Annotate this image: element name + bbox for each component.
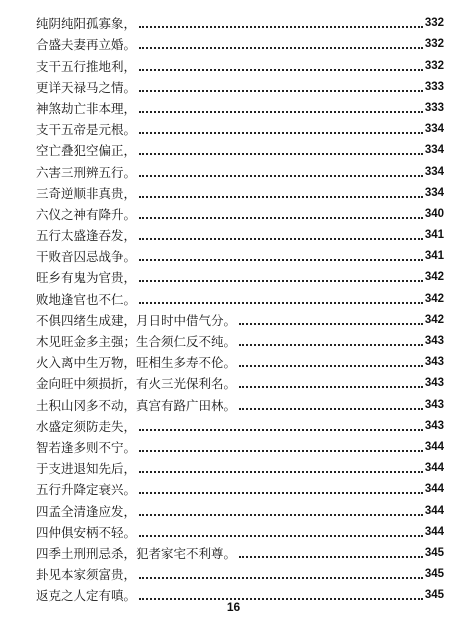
dot-leader bbox=[139, 450, 423, 452]
toc-entry-title: 支干五行推地利， bbox=[36, 58, 137, 74]
table-of-contents bbox=[36, 10, 444, 603]
dot-leader bbox=[239, 365, 423, 367]
toc-entry-title: 纯阴纯阳孤寡象， bbox=[36, 16, 137, 32]
toc-entry-page: 334 bbox=[424, 186, 444, 199]
toc-entry-page: 343 bbox=[424, 335, 444, 347]
toc-entry bbox=[36, 243, 444, 264]
dot-leader bbox=[139, 47, 423, 49]
toc-entry bbox=[36, 95, 444, 116]
toc-entry bbox=[36, 561, 444, 582]
toc-entry-page: 345 bbox=[424, 589, 444, 602]
toc-entry-title: 四季土刑刑忌杀，犯者家宅不利尊。 bbox=[36, 545, 237, 561]
toc-entry-page: 345 bbox=[424, 546, 444, 559]
toc-entry-page: 332 bbox=[424, 17, 444, 30]
dot-leader bbox=[139, 471, 423, 473]
dot-leader bbox=[139, 69, 423, 71]
toc-entry-title: 五行升降定衰兴。 bbox=[36, 482, 137, 498]
dot-leader bbox=[139, 302, 423, 304]
toc-entry bbox=[36, 10, 444, 31]
toc-entry-title: 神煞劫亡非本理， bbox=[36, 100, 137, 116]
toc-entry-page: 344 bbox=[424, 440, 444, 453]
toc-entry-title: 六仪之神有降升。 bbox=[36, 206, 137, 222]
toc-entry bbox=[36, 434, 444, 455]
toc-entry-title: 空亡叠犯空偏正， bbox=[36, 143, 137, 159]
toc-entry-page: 334 bbox=[424, 123, 444, 136]
dot-leader bbox=[139, 26, 423, 28]
dot-leader bbox=[139, 492, 423, 494]
toc-entry-title: 旺乡有鬼为官贵， bbox=[36, 270, 137, 286]
toc-entry-page: 332 bbox=[424, 59, 444, 72]
toc-entry-page: 334 bbox=[424, 144, 444, 157]
toc-entry-title: 返克之人定有嗔。 bbox=[36, 588, 137, 604]
toc-entry-title: 败地逢官也不仁。 bbox=[36, 291, 137, 307]
toc-entry-title: 四仲俱安柄不轻。 bbox=[36, 524, 137, 540]
toc-entry bbox=[36, 31, 444, 52]
toc-entry-page: 345 bbox=[424, 568, 444, 581]
dot-leader bbox=[139, 196, 423, 198]
toc-entry bbox=[36, 201, 444, 222]
dot-leader bbox=[239, 408, 423, 410]
toc-entry-title: 四孟全清逢应发， bbox=[36, 503, 137, 519]
toc-entry-page: 341 bbox=[424, 250, 444, 263]
toc-entry bbox=[36, 116, 444, 137]
dot-leader bbox=[139, 175, 423, 177]
dot-leader bbox=[139, 280, 423, 282]
toc-entry-page: 343 bbox=[424, 356, 444, 369]
toc-entry-page: 334 bbox=[424, 165, 444, 178]
toc-entry bbox=[36, 370, 444, 391]
toc-entry-title: 木见旺金多主强；生合须仁反不纯。 bbox=[36, 334, 237, 349]
dot-leader bbox=[139, 514, 423, 516]
toc-entry bbox=[36, 391, 444, 412]
toc-entry-page: 343 bbox=[424, 377, 444, 390]
dot-leader bbox=[139, 259, 423, 261]
toc-entry bbox=[36, 328, 444, 349]
dot-leader bbox=[139, 429, 423, 431]
toc-entry-page: 343 bbox=[424, 398, 444, 411]
toc-entry bbox=[36, 52, 444, 73]
toc-entry-page: 342 bbox=[424, 271, 444, 284]
toc-entry-title: 更详天禄马之情。 bbox=[36, 79, 137, 95]
dot-leader bbox=[139, 111, 423, 113]
toc-entry bbox=[36, 137, 444, 158]
toc-entry-title: 干败音囚忌战争。 bbox=[36, 249, 137, 265]
dot-leader bbox=[239, 323, 423, 325]
toc-entry-title: 支干五帝是元根。 bbox=[36, 122, 137, 138]
toc-entry bbox=[36, 285, 444, 306]
toc-entry-page: 342 bbox=[424, 292, 444, 305]
dot-leader bbox=[139, 217, 423, 219]
toc-entry-page: 342 bbox=[424, 313, 444, 326]
toc-entry-title: 不俱四绪生成建，月日时中借气分。 bbox=[36, 312, 237, 328]
toc-entry-page: 341 bbox=[424, 229, 444, 242]
toc-entry-title: 水盛定须防走失， bbox=[36, 418, 137, 434]
toc-entry-title: 六害三刑辨五行。 bbox=[36, 164, 137, 180]
toc-entry bbox=[36, 497, 444, 518]
dot-leader bbox=[239, 344, 423, 346]
toc-entry-page: 344 bbox=[424, 462, 444, 475]
toc-entry-page: 344 bbox=[424, 525, 444, 538]
toc-entry-title: 智若逢多则不宁。 bbox=[36, 439, 137, 455]
toc-entry-title: 三奇逆顺非真贵， bbox=[36, 185, 137, 201]
toc-entry bbox=[36, 222, 444, 243]
toc-entry bbox=[36, 158, 444, 179]
dot-leader bbox=[139, 132, 423, 134]
toc-entry-title: 卦见本家须富贵， bbox=[36, 567, 137, 583]
toc-entry-page: 332 bbox=[424, 38, 444, 51]
dot-leader bbox=[139, 577, 423, 579]
toc-entry-title: 土积山冈多不动，真宫有路广田林。 bbox=[36, 397, 237, 413]
toc-entry-title: 五行太盛逢吞发， bbox=[36, 228, 137, 244]
toc-entry bbox=[36, 476, 444, 497]
toc-entry bbox=[36, 540, 444, 561]
dot-leader bbox=[139, 238, 423, 240]
toc-entry bbox=[36, 455, 444, 476]
toc-entry-page: 340 bbox=[424, 207, 444, 220]
toc-entry-page: 333 bbox=[424, 101, 444, 114]
toc-entry bbox=[36, 264, 444, 285]
toc-entry-title: 火入离中生万物，旺相生多寿不伦。 bbox=[36, 355, 237, 371]
dot-leader bbox=[139, 153, 423, 155]
toc-entry-title: 金向旺中须损折，有火三光保利名。 bbox=[36, 376, 237, 392]
toc-entry bbox=[36, 307, 444, 328]
toc-entry-title: 合盛夫妻再立婚。 bbox=[36, 37, 137, 53]
toc-entry-page: 344 bbox=[424, 483, 444, 496]
page-number: 16 bbox=[226, 600, 241, 614]
toc-entry-page: 333 bbox=[424, 80, 444, 93]
dot-leader bbox=[239, 386, 423, 388]
toc-entry-page: 343 bbox=[424, 419, 444, 432]
dot-leader bbox=[139, 535, 423, 537]
dot-leader bbox=[239, 556, 423, 558]
toc-entry bbox=[36, 413, 444, 434]
toc-entry bbox=[36, 519, 444, 540]
toc-entry-page: 344 bbox=[424, 504, 444, 517]
toc-entry-title: 于支进退知先后， bbox=[36, 461, 137, 477]
toc-entry bbox=[36, 349, 444, 370]
toc-entry bbox=[36, 180, 444, 201]
dot-leader bbox=[139, 90, 423, 92]
toc-entry bbox=[36, 74, 444, 95]
